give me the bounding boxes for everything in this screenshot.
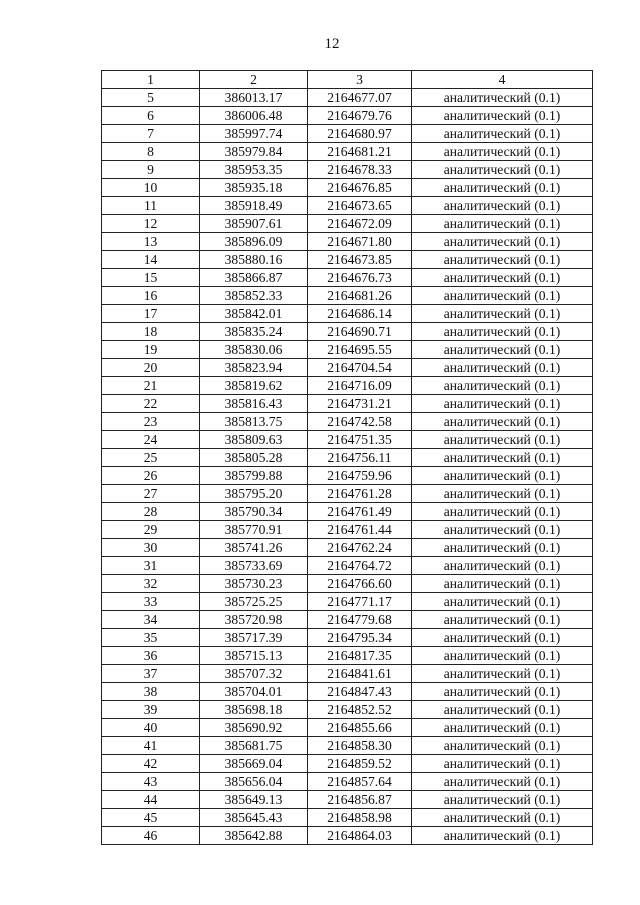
cell-x-coordinate: 385704.01 — [200, 683, 308, 701]
table-row — [102, 827, 593, 845]
cell-point-number: 23 — [102, 413, 200, 431]
page-number: 12 — [324, 36, 340, 52]
cell-method: аналитический (0.1) — [412, 143, 593, 161]
cell-point-number: 9 — [102, 161, 200, 179]
cell-point-number: 33 — [102, 593, 200, 611]
table-row — [102, 395, 593, 413]
cell-point-number: 31 — [102, 557, 200, 575]
cell-point-number: 43 — [102, 773, 200, 791]
cell-y-coordinate: 2164731.21 — [308, 395, 412, 413]
cell-y-coordinate: 2164676.85 — [308, 179, 412, 197]
cell-method: аналитический (0.1) — [412, 467, 593, 485]
table-row — [102, 251, 593, 269]
cell-x-coordinate: 385805.28 — [200, 449, 308, 467]
cell-x-coordinate: 385953.35 — [200, 161, 308, 179]
cell-x-coordinate: 385681.75 — [200, 737, 308, 755]
cell-x-coordinate: 385997.74 — [200, 125, 308, 143]
cell-y-coordinate: 2164671.80 — [308, 233, 412, 251]
cell-method: аналитический (0.1) — [412, 539, 593, 557]
cell-x-coordinate: 385795.20 — [200, 485, 308, 503]
cell-method: аналитический (0.1) — [412, 791, 593, 809]
cell-point-number: 32 — [102, 575, 200, 593]
cell-point-number: 41 — [102, 737, 200, 755]
cell-y-coordinate: 2164742.58 — [308, 413, 412, 431]
table-header — [102, 71, 593, 89]
cell-y-coordinate: 2164847.43 — [308, 683, 412, 701]
cell-x-coordinate: 385717.39 — [200, 629, 308, 647]
table-row — [102, 809, 593, 827]
cell-x-coordinate: 385669.04 — [200, 755, 308, 773]
cell-y-coordinate: 2164761.28 — [308, 485, 412, 503]
cell-x-coordinate: 385935.18 — [200, 179, 308, 197]
cell-x-coordinate: 385649.13 — [200, 791, 308, 809]
table-row — [102, 143, 593, 161]
cell-x-coordinate: 385690.92 — [200, 719, 308, 737]
table-row — [102, 323, 593, 341]
cell-y-coordinate: 2164817.35 — [308, 647, 412, 665]
table-row — [102, 341, 593, 359]
cell-point-number: 45 — [102, 809, 200, 827]
cell-y-coordinate: 2164761.49 — [308, 503, 412, 521]
cell-y-coordinate: 2164672.09 — [308, 215, 412, 233]
cell-y-coordinate: 2164673.65 — [308, 197, 412, 215]
cell-x-coordinate: 385918.49 — [200, 197, 308, 215]
table-row — [102, 467, 593, 485]
cell-y-coordinate: 2164756.11 — [308, 449, 412, 467]
cell-method: аналитический (0.1) — [412, 377, 593, 395]
cell-y-coordinate: 2164761.44 — [308, 521, 412, 539]
cell-method: аналитический (0.1) — [412, 755, 593, 773]
cell-x-coordinate: 385830.06 — [200, 341, 308, 359]
cell-point-number: 26 — [102, 467, 200, 485]
cell-point-number: 40 — [102, 719, 200, 737]
table-row — [102, 89, 593, 107]
cell-y-coordinate: 2164676.73 — [308, 269, 412, 287]
cell-x-coordinate: 386006.48 — [200, 107, 308, 125]
cell-method: аналитический (0.1) — [412, 107, 593, 125]
cell-point-number: 36 — [102, 647, 200, 665]
table-row — [102, 431, 593, 449]
cell-method: аналитический (0.1) — [412, 809, 593, 827]
cell-method: аналитический (0.1) — [412, 161, 593, 179]
table-row — [102, 791, 593, 809]
table-row — [102, 485, 593, 503]
table-row — [102, 413, 593, 431]
table-row — [102, 665, 593, 683]
table-row — [102, 575, 593, 593]
cell-point-number: 21 — [102, 377, 200, 395]
cell-x-coordinate: 385715.13 — [200, 647, 308, 665]
cell-x-coordinate: 385770.91 — [200, 521, 308, 539]
cell-y-coordinate: 2164857.64 — [308, 773, 412, 791]
cell-method: аналитический (0.1) — [412, 593, 593, 611]
cell-point-number: 17 — [102, 305, 200, 323]
cell-x-coordinate: 385907.61 — [200, 215, 308, 233]
cell-point-number: 39 — [102, 701, 200, 719]
table-row — [102, 359, 593, 377]
cell-point-number: 37 — [102, 665, 200, 683]
cell-y-coordinate: 2164766.60 — [308, 575, 412, 593]
cell-x-coordinate: 385725.25 — [200, 593, 308, 611]
cell-point-number: 44 — [102, 791, 200, 809]
cell-y-coordinate: 2164858.30 — [308, 737, 412, 755]
cell-x-coordinate: 385880.16 — [200, 251, 308, 269]
cell-method: аналитический (0.1) — [412, 683, 593, 701]
cell-y-coordinate: 2164751.35 — [308, 431, 412, 449]
cell-point-number: 28 — [102, 503, 200, 521]
table-row — [102, 377, 593, 395]
cell-y-coordinate: 2164681.26 — [308, 287, 412, 305]
table-row — [102, 557, 593, 575]
table-row — [102, 611, 593, 629]
cell-x-coordinate: 385896.09 — [200, 233, 308, 251]
cell-point-number: 25 — [102, 449, 200, 467]
cell-y-coordinate: 2164771.17 — [308, 593, 412, 611]
header-row — [102, 71, 593, 89]
cell-y-coordinate: 2164764.72 — [308, 557, 412, 575]
cell-y-coordinate: 2164690.71 — [308, 323, 412, 341]
column-header-point: 1 — [102, 71, 200, 89]
cell-y-coordinate: 2164859.52 — [308, 755, 412, 773]
table-row — [102, 683, 593, 701]
cell-point-number: 30 — [102, 539, 200, 557]
cell-y-coordinate: 2164858.98 — [308, 809, 412, 827]
cell-point-number: 18 — [102, 323, 200, 341]
cell-method: аналитический (0.1) — [412, 647, 593, 665]
cell-y-coordinate: 2164841.61 — [308, 665, 412, 683]
cell-method: аналитический (0.1) — [412, 431, 593, 449]
table-row — [102, 233, 593, 251]
table-row — [102, 737, 593, 755]
cell-x-coordinate: 385866.87 — [200, 269, 308, 287]
cell-point-number: 7 — [102, 125, 200, 143]
cell-x-coordinate: 385733.69 — [200, 557, 308, 575]
cell-method: аналитический (0.1) — [412, 557, 593, 575]
cell-y-coordinate: 2164779.68 — [308, 611, 412, 629]
cell-method: аналитический (0.1) — [412, 125, 593, 143]
cell-y-coordinate: 2164856.87 — [308, 791, 412, 809]
table-row — [102, 719, 593, 737]
cell-x-coordinate: 385819.62 — [200, 377, 308, 395]
cell-method: аналитический (0.1) — [412, 485, 593, 503]
cell-point-number: 14 — [102, 251, 200, 269]
column-header-x: 2 — [200, 71, 308, 89]
cell-method: аналитический (0.1) — [412, 719, 593, 737]
cell-x-coordinate: 385852.33 — [200, 287, 308, 305]
cell-method: аналитический (0.1) — [412, 701, 593, 719]
table-row — [102, 503, 593, 521]
cell-x-coordinate: 385790.34 — [200, 503, 308, 521]
cell-method: аналитический (0.1) — [412, 413, 593, 431]
cell-method: аналитический (0.1) — [412, 89, 593, 107]
cell-x-coordinate: 385707.32 — [200, 665, 308, 683]
cell-x-coordinate: 386013.17 — [200, 89, 308, 107]
cell-method: аналитический (0.1) — [412, 287, 593, 305]
cell-method: аналитический (0.1) — [412, 737, 593, 755]
cell-point-number: 20 — [102, 359, 200, 377]
cell-method: аналитический (0.1) — [412, 179, 593, 197]
cell-method: аналитический (0.1) — [412, 305, 593, 323]
cell-x-coordinate: 385835.24 — [200, 323, 308, 341]
coordinates-table — [101, 70, 593, 845]
cell-method: аналитический (0.1) — [412, 269, 593, 287]
cell-point-number: 13 — [102, 233, 200, 251]
cell-method: аналитический (0.1) — [412, 521, 593, 539]
table-row — [102, 773, 593, 791]
cell-y-coordinate: 2164695.55 — [308, 341, 412, 359]
table-body — [102, 89, 593, 845]
cell-method: аналитический (0.1) — [412, 665, 593, 683]
cell-point-number: 27 — [102, 485, 200, 503]
cell-method: аналитический (0.1) — [412, 503, 593, 521]
table-row — [102, 629, 593, 647]
cell-method: аналитический (0.1) — [412, 395, 593, 413]
cell-x-coordinate: 385799.88 — [200, 467, 308, 485]
table-row — [102, 539, 593, 557]
cell-x-coordinate: 385809.63 — [200, 431, 308, 449]
cell-point-number: 5 — [102, 89, 200, 107]
cell-y-coordinate: 2164680.97 — [308, 125, 412, 143]
cell-x-coordinate: 385642.88 — [200, 827, 308, 845]
cell-y-coordinate: 2164795.34 — [308, 629, 412, 647]
cell-x-coordinate: 385698.18 — [200, 701, 308, 719]
cell-method: аналитический (0.1) — [412, 215, 593, 233]
cell-method: аналитический (0.1) — [412, 251, 593, 269]
cell-method: аналитический (0.1) — [412, 611, 593, 629]
cell-x-coordinate: 385741.26 — [200, 539, 308, 557]
cell-x-coordinate: 385730.23 — [200, 575, 308, 593]
column-header-y: 3 — [308, 71, 412, 89]
cell-point-number: 16 — [102, 287, 200, 305]
cell-x-coordinate: 385823.94 — [200, 359, 308, 377]
table-row — [102, 125, 593, 143]
cell-point-number: 8 — [102, 143, 200, 161]
table-row — [102, 701, 593, 719]
cell-method: аналитический (0.1) — [412, 233, 593, 251]
column-header-method: 4 — [412, 71, 593, 89]
cell-x-coordinate: 385816.43 — [200, 395, 308, 413]
cell-method: аналитический (0.1) — [412, 575, 593, 593]
cell-y-coordinate: 2164686.14 — [308, 305, 412, 323]
cell-y-coordinate: 2164852.52 — [308, 701, 412, 719]
table-row — [102, 449, 593, 467]
cell-x-coordinate: 385813.75 — [200, 413, 308, 431]
cell-point-number: 38 — [102, 683, 200, 701]
cell-point-number: 35 — [102, 629, 200, 647]
cell-y-coordinate: 2164679.76 — [308, 107, 412, 125]
cell-x-coordinate: 385842.01 — [200, 305, 308, 323]
cell-y-coordinate: 2164673.85 — [308, 251, 412, 269]
table-row — [102, 755, 593, 773]
cell-x-coordinate: 385656.04 — [200, 773, 308, 791]
cell-method: аналитический (0.1) — [412, 341, 593, 359]
cell-point-number: 29 — [102, 521, 200, 539]
cell-method: аналитический (0.1) — [412, 323, 593, 341]
table-row — [102, 521, 593, 539]
cell-y-coordinate: 2164716.09 — [308, 377, 412, 395]
table-row — [102, 215, 593, 233]
cell-x-coordinate: 385720.98 — [200, 611, 308, 629]
cell-point-number: 10 — [102, 179, 200, 197]
cell-method: аналитический (0.1) — [412, 449, 593, 467]
cell-method: аналитический (0.1) — [412, 197, 593, 215]
cell-y-coordinate: 2164678.33 — [308, 161, 412, 179]
cell-point-number: 19 — [102, 341, 200, 359]
cell-point-number: 46 — [102, 827, 200, 845]
cell-method: аналитический (0.1) — [412, 773, 593, 791]
cell-x-coordinate: 385645.43 — [200, 809, 308, 827]
cell-point-number: 34 — [102, 611, 200, 629]
cell-method: аналитический (0.1) — [412, 827, 593, 845]
cell-x-coordinate: 385979.84 — [200, 143, 308, 161]
table-row — [102, 593, 593, 611]
table-row — [102, 305, 593, 323]
cell-y-coordinate: 2164759.96 — [308, 467, 412, 485]
table-row — [102, 287, 593, 305]
table-row — [102, 179, 593, 197]
cell-y-coordinate: 2164762.24 — [308, 539, 412, 557]
cell-point-number: 11 — [102, 197, 200, 215]
table-row — [102, 197, 593, 215]
cell-y-coordinate: 2164704.54 — [308, 359, 412, 377]
cell-point-number: 22 — [102, 395, 200, 413]
table-row — [102, 647, 593, 665]
table-row — [102, 161, 593, 179]
cell-method: аналитический (0.1) — [412, 359, 593, 377]
cell-point-number: 6 — [102, 107, 200, 125]
cell-y-coordinate: 2164855.66 — [308, 719, 412, 737]
cell-y-coordinate: 2164681.21 — [308, 143, 412, 161]
cell-y-coordinate: 2164864.03 — [308, 827, 412, 845]
cell-method: аналитический (0.1) — [412, 629, 593, 647]
cell-y-coordinate: 2164677.07 — [308, 89, 412, 107]
table-row — [102, 269, 593, 287]
cell-point-number: 15 — [102, 269, 200, 287]
cell-point-number: 12 — [102, 215, 200, 233]
cell-point-number: 42 — [102, 755, 200, 773]
cell-point-number: 24 — [102, 431, 200, 449]
table-row — [102, 107, 593, 125]
